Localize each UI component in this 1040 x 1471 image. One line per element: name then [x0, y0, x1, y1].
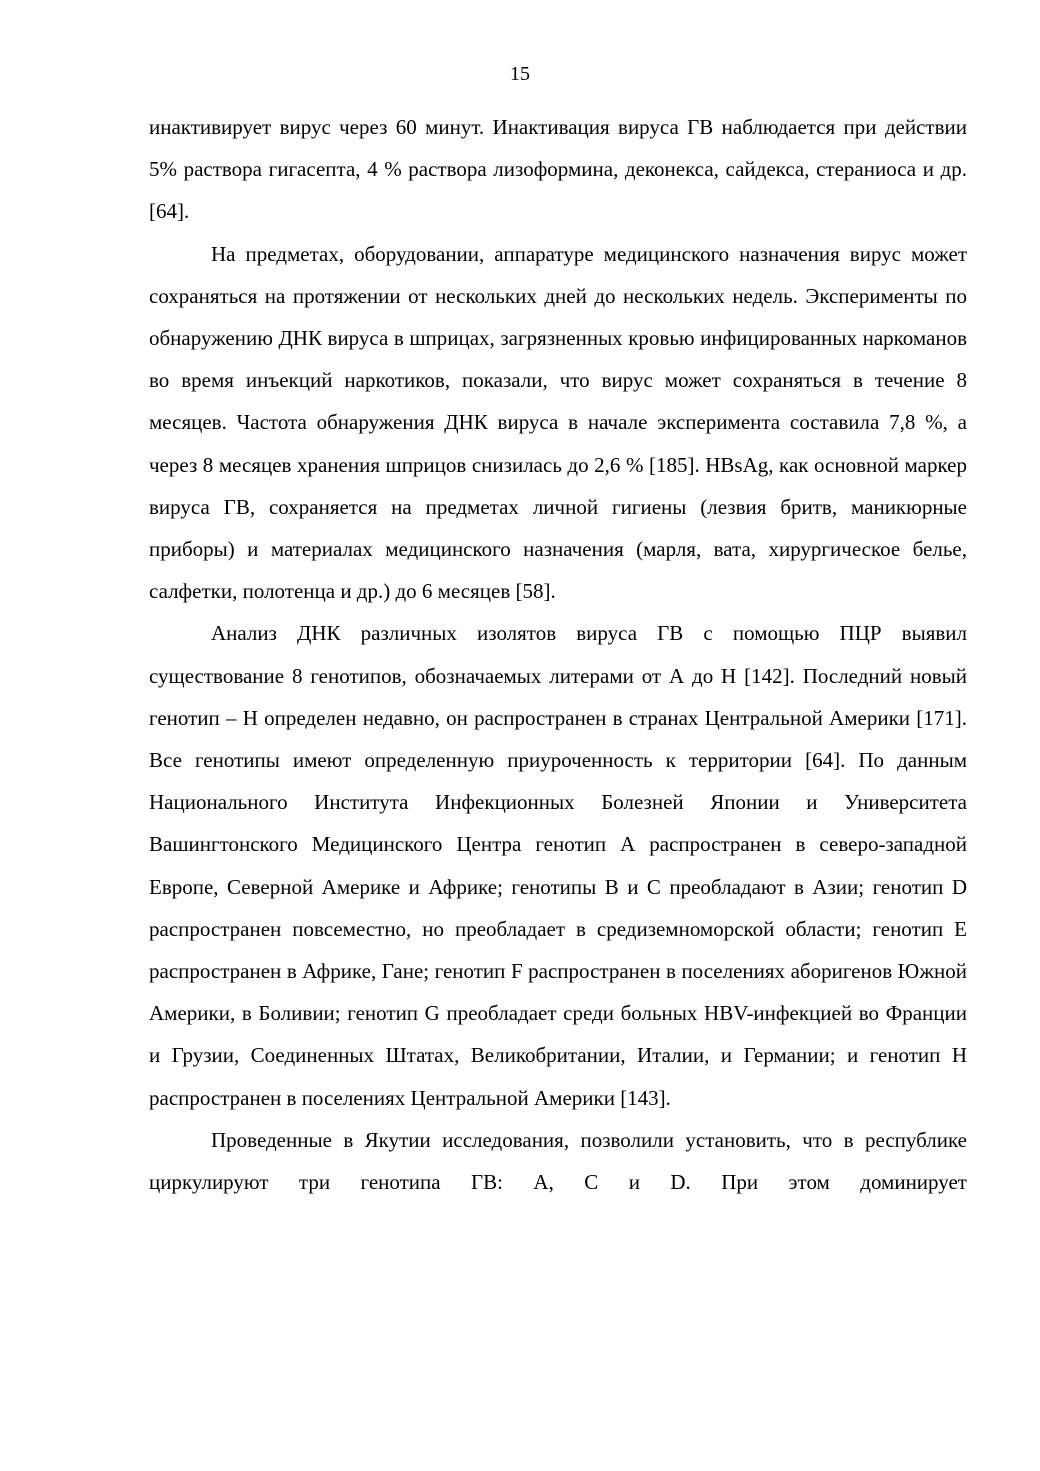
- paragraph-yakutia-research: Проведенные в Якутии исследования, позволили установить, что в республике циркулируют три генотипа ГВ: A, C и D. При этом доминирует: [149, 1127, 967, 1195]
- page-number: 15: [510, 63, 530, 85]
- paragraph-virus-persistence: На предметах, оборудовании, аппаратуре медицинского назначения вирус может сохраняться на протяжении от нескольких дней до нескольких недель. Эксперименты по обнаружению ДНК вируса в шприцах, загрязненных кровью инфицированных наркоманов во время инъекций наркотиков, показали, что вирус может сохраняться в течение 8 месяцев. Частота обнаружения ДНК вируса в начале эксперимента составила 7,8 %, а через 8 месяцев хранения шприцов снизилась до 2,6 % [185]. HBsAg, как основной маркер вируса ГВ, сохраняется на предметах личной гигиены (лезвия бритв, маникюрные приборы) и материалах медицинского назначения (марля, вата, хирургическое белье, салфетки, полотенца и др.) до 6 месяцев [58].: [149, 241, 967, 604]
- paragraph-continuation: инактивирует вирус через 60 минут. Инактивация вируса ГВ наблюдается при действии 5% раствора гигасепта, 4 % раствора лизоформина, деконекса, сайдекса, стераниоса и др. [64].: [149, 115, 967, 224]
- paragraph-genotypes: Анализ ДНК различных изолятов вируса ГВ с помощью ПЦР выявил существование 8 генотипов, обозначаемых литерами от А до H [142]. Последний новый генотип – Н определен недавно, он распространен в странах Центральной Америки [171]. Все генотипы имеют определенную приуроченность к территории [64]. По данным Национального Института Инфекционных Болезней Японии и Университета Вашингтонского Медицинского Центра генотип А распространен в северо-западной Европе, Северной Америке и Африке; генотипы В и С преобладают в Азии; генотип D распространен повсеместно, но преобладает в средиземноморской области; генотип E распространен в Африке, Гане; генотип F распространен в поселениях аборигенов Южной Америки, в Боливии; генотип G преобладает среди больных HBV-инфекцией во Франции и Грузии, Соединенных Штатах, Великобритании, Италии, и Германии; и генотип Н распространен в поселениях Центральной Америки [143].: [149, 621, 967, 1110]
- document-body: [149, 106, 967, 1203]
